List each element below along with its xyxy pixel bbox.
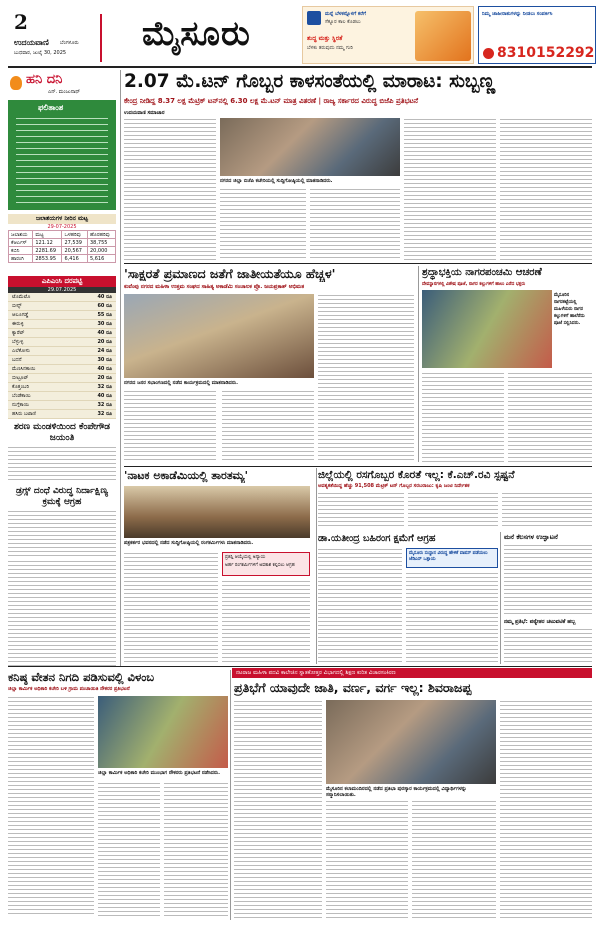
table-row: ಕಬಿನಿ 2281.69 20,567 20,000: [9, 247, 116, 255]
story-minimum-wage: ಕನಿಷ್ಠ ವೇತನ ನಿಗದಿ ಪಡಿಸುವಲ್ಲಿ ವಿಳಂಬ ಜಿಲ್ಲಾ ಕಾರ್ಮಿಕ ಅಧಿಕಾರಿ ಕಚೇರಿ ಬಳಿ ಗ್ರಾಮ ಪಂಚಾಯಿತಿ ನೌಕರರ ಪ್ರತಿಭಟನೆ ಜಿಲ್ಲಾ ಕಾರ್ಮಿಕ ಅಧಿಕಾರಿ ಕಚೇರಿ ಮುಂಭಾಗ ನೌಕರರು ಪ್ರತಿಭಟನೆ ನಡೆಸಿದರು.: [8, 670, 228, 920]
price-row: ಕ್ಯಾರೆಟ್ 40 ರೂ: [8, 329, 116, 338]
price-row: ಬೀಟ್ರೂಟ್ 20 ರೂ: [8, 374, 116, 383]
nataka-highlight-box: ಪ್ರಶಸ್ತಿ ಆಯ್ಕೆಯಲ್ಲಿ ಅನ್ಯಾಯ ಅರ್ಹ ರಂಗಕರ್ಮಿಗಳಿಗೆ ಅವಕಾಶ ಕಲ್ಪಿಸಲು ಆಗ್ರಹ: [222, 552, 310, 576]
story-nataka: 'ನಾಟಕ ಅಕಾಡೆಮಿಯಲ್ಲಿ ತಾರತಮ್ಯ' ಪತ್ರಕರ್ತರ ಭವನದಲ್ಲಿ ನಡೆದ ಸುದ್ದಿಗೋಷ್ಠಿಯಲ್ಲಿ ರಂಗಕರ್ಮಿಗಳು ಮಾತನಾಡಿದರು. ಪ್ರಶಸ್ತಿ ಆಯ್ಕೆಯಲ್ಲಿ ಅನ್ಯಾಯ ಅರ್ಹ ರಂಗಕರ್ಮಿಗಳಿಗೆ ಅವಕಾಶ ಕಲ್ಪಿಸಲು ಆಗ್ರಹ: [124, 468, 314, 664]
price-row: ಕೊತ್ತಂಬರಿ 32 ರೂ: [8, 383, 116, 392]
story-fertilizer: ಜಿಲ್ಲೆಯಲ್ಲಿ ರಸಗೊಬ್ಬರ ಕೊರತೆ ಇಲ್ಲ: ಕೆ.ಎಚ್.ರವಿ ಸ್ಪಷ್ಟನೆ ಅವಶ್ಯಕತೆಯಿದ್ದ ಹೆಚ್ಚು 91,508 ಮೆಟ್ರಿಕ್ ಟನ್ ಗೊಬ್ಬರ ಸರಬರಾಜು: ಕೃಷಿ ಜಂಟಿ ನಿರ್ದೇಶಕ: [318, 468, 592, 528]
lead-photo: [220, 118, 400, 176]
nagarapanchami-photo: [422, 290, 552, 368]
price-row: ಟೊಮೆಟೊ 40 ರೂ: [8, 293, 116, 302]
page-number: 2: [14, 10, 28, 34]
price-row: ಎಲೆಕೋಸು 24 ರೂ: [8, 347, 116, 356]
issue-date: ಬುಧವಾರ, ಜುಲೈ 30, 2025: [14, 50, 67, 56]
story-drugs: ಡ್ರಗ್ಸ್ ದಂಧೆ ವಿರುದ್ಧ ನಿರ್ದಾಕ್ಷಿಣ್ಯ ಕ್ರಮಕ್ಕೆ ಆಗ್ರಹ: [8, 486, 116, 560]
price-row: ಮೆಣಸಿನಕಾಯಿ 40 ರೂ: [8, 365, 116, 374]
story-nagarapanchami: ಶ್ರದ್ಧಾಭಕ್ತಿಯ ನಾಗರಪಂಚಮಿ ಆಚರಣೆ ದೇವಸ್ಥಾನಗಳಲ್ಲಿ ವಿಶೇಷ ಪೂಜೆ, ನಾಗರ ಕಲ್ಲುಗಳಿಗೆ ಹಾಲು ಎರೆದ ಭಕ್ತರು ಮೈಸೂರಿನ ನಾಗರಕಟ್ಟೆಯಲ್ಲಿ ಮಹಿಳೆಯರು ನಾಗರ ಕಲ್ಲುಗಳಿಗೆ ಹಾಲೆರೆದು ಪೂಜೆ ಸಲ್ಲಿಸಿದರು.: [422, 266, 592, 464]
apmc-price-list: ಎಪಿಎಂಸಿ ದರಪಟ್ಟಿ 29.07.2025 ಟೊಮೆಟೊ 40 ರೂ ಬೀನ್ಸ್ 60 ರೂ ಆಲೂಗಡ್ಡೆ 55 ರೂ ಈರುಳ್ಳಿ 30 ರೂ ಕ್ಯಾರೆಟ್ 40 ರೂ ಬೆಳ್ಳುಳ್ಳಿ 20 ರೂ ಎಲೆಕೋಸು 24 ರೂ ಬದನೆ 30 ರೂ ಮೆಣಸಿನಕಾಯಿ 40 ರೂ ಬೀಟ್ರೂಟ್ 20 ರೂ ಕೊತ್ತಂಬರಿ 32 ರೂ ಬೆಂಡೆಕಾಯಿ 40 ರೂ ನುಗ್ಗೆಕಾಯಿ 32 ರೂ ಹಸಿರು ಬಟಾಣಿ 32 ರೂ: [8, 276, 116, 418]
lead-subhead: ಕೇಂದ್ರ ನೀಡಿದ್ದ 8.37 ಲಕ್ಷ ಮೆಟ್ರಿಕ್ ಟನ್‌ನಲ್ಲಿ 6.30 ಲಕ್ಷ ಮೆ.ಟನ್ ಮಾತ್ರ ವಿತರಣೆ | ರಾಜ್ಯ ಸರ್ಕಾರದ ವಿರುದ್ಧ ಬಿಜೆಪಿ ಪ್ರತಿಭಟನೆ: [124, 97, 419, 105]
story-talent: ಪ್ರತಿಭೆಗೆ ಯಾವುದೇ ಜಾತಿ, ವರ್ಣ, ವರ್ಗ ಇಲ್ಲ: ಶಿವರಾಜಪ್ಪ ಮೈಸೂರಿನ ಕಲಾಮಂದಿರದಲ್ಲಿ ನಡೆದ ಪ್ರತಿಭಾ ಪುರಸ್ಕಾರ ಕಾರ್ಯಕ್ರಮದಲ್ಲಿ ವಿದ್ಯಾರ್ಥಿಗಳನ್ನು ಸನ್ಮಾನಿಸಲಾಯಿತು.: [234, 680, 592, 920]
contact-advertisement: ನಿಮ್ಮ ಜಾಹೀರಾತುಗಳನ್ನು ನೀಡಲು ಸಂಪರ್ಕಿಸಿ 8310152292: [478, 6, 596, 64]
price-row: ಈರುಳ್ಳಿ 30 ರೂ: [8, 320, 116, 329]
table-row: ಕೆಆರ್ಎಸ್ 121.12 27,539 38,755: [9, 239, 116, 247]
wage-protest-photo: [98, 696, 228, 768]
left-column: [8, 70, 116, 560]
edition: ಬೆಂಗಳೂರು: [60, 40, 79, 46]
registration-marks: [280, 920, 340, 926]
reservoir-table: ಜಲಾಶಯಗಳ ನೀರಿನ ಮಟ್ಟ 29-07-2025 ಜಲಾಶಯ ಮಟ್ಟ ಒಳಹರಿವು ಹೊರಹರಿವು ಕೆಆರ್ಎಸ್ 121.12 27,539 38,755 ಕಬಿನಿ 2281.69 20,567 20,000 ಹಾರಂಗಿ 2853.95 6,416 5,616: [8, 214, 116, 272]
flame-icon: [10, 76, 22, 90]
ad-phone-number: 8310152292: [497, 45, 595, 61]
nataka-photo: [124, 486, 310, 538]
price-row: ಬೆಳ್ಳುಳ್ಳಿ 20 ರೂ: [8, 338, 116, 347]
lead-story: 2.07 ಮೆ.ಟನ್ ಗೊಬ್ಬರ ಕಾಳಸಂತೆಯಲ್ಲಿ ಮಾರಾಟ: ಸುಬ್ಬಣ್ಣ ಕೇಂದ್ರ ನೀಡಿದ್ದ 8.37 ಲಕ್ಷ ಮೆಟ್ರಿಕ್ ಟನ್‌ನಲ್ಲಿ 6.30 ಲಕ್ಷ ಮೆ.ಟನ್ ಮಾತ್ರ ವಿತರಣೆ | ರಾಜ್ಯ ಸರ್ಕಾರದ ವಿರುದ್ಧ ಬಿಜೆಪಿ ಪ್ರತಿಭಟನೆ ಉದಯವಾಣಿ ಸಮಾಚಾರ ನಗರದ ಜಿಲ್ಲಾ ಬಿಜೆಪಿ ಕಚೇರಿಯಲ್ಲಿ ಸುದ್ದಿಗೋಷ್ಠಿಯಲ್ಲಿ ಮಾತನಾಡಿದರು.: [124, 70, 592, 262]
apology-highlight-box: ಮೈಸೂರು ಸಂಸ್ಥಾನ ವಿರುದ್ಧ ಹೇಳಿಕೆ ವಾಪಸ್ ಪಡೆಯಲು ಜೆಡಿಎಸ್ ಒತ್ತಾಯ: [406, 548, 498, 568]
horoscope-brand: ಹನಿ ದನಿ: [26, 72, 63, 87]
lead-headline: 2.07 ಮೆ.ಟನ್ ಗೊಬ್ಬರ ಕಾಳಸಂತೆಯಲ್ಲಿ ಮಾರಾಟ: ಸುಬ್ಬಣ್ಣ: [124, 71, 496, 92]
bottom-strip: ನಟರಾಜ ಮಹಿಳಾ ಪದವಿ ಕಾಲೇಜಿನ ಸ್ನಾತಕೋತ್ತರ ವಿಭಾಗದಲ್ಲಿ ಶಿಕ್ಷಣ ಕುರಿತ ವಿಚಾರಸಂಕಿರಣ: [232, 668, 592, 678]
horoscope-box: ಫಲಿತಾಂಶ: [8, 100, 116, 210]
middle-advertisement: ಮನ್ನೆ ಬೆಳಕನ್ನೊಳಗೆ ಕರೆಗೆ ಸೆಕ್ಯೂರ ಕಾಲ ಕೊಡಲು ಶುದ್ಧ ಮತ್ತು ಸ್ಥಿರತೆ ಬೆಳಕು ತರುವುದು ನಮ್ಮ ಗುರಿ: [302, 6, 474, 64]
paper-name: ಉದಯವಾಣಿ: [14, 38, 49, 47]
masthead: [0, 0, 600, 66]
horoscope-header: ಹನಿ ದನಿ ಎನ್. ಮಂಜುನಾಥ್: [8, 70, 116, 98]
price-row: ಬೀನ್ಸ್ 60 ರೂ: [8, 302, 116, 311]
story-apology: ಡಾ.ಯತೀಂದ್ರ ಬಹಿರಂಗ ಕ್ಷಮೆಗೆ ಆಗ್ರಹ ಮೈಸೂರು ಸಂಸ್ಥಾನ ವಿರುದ್ಧ ಹೇಳಿಕೆ ವಾಪಸ್ ಪಡೆಯಲು ಜೆಡಿಎಸ್ ಒತ್ತಾಯ: [318, 532, 498, 664]
price-rows: [8, 293, 116, 419]
reservoir-header-row: ಜಲಾಶಯ ಮಟ್ಟ ಒಳಹರಿವು ಹೊರಹರಿವು: [9, 231, 116, 239]
literacy-photo: [124, 294, 314, 378]
story-home-work: ಮನೆ ಕೆಲಸಗಳ ಉದ್ಘಾಟನೆ ನಮ್ಮ ಪ್ರತಿಭೆ: ಪಠ್ಯೇತರ ಚಟುವಟಿಕೆ ಹಬ್ಬ: [504, 532, 592, 664]
story-kempegowda: ಶರಣ ಮಂಡಳಿಯಿಂದ ಕೆಂಪೇಗೌಡ ಜಯಂತಿ: [8, 422, 116, 482]
price-row: ಬೆಂಡೆಕಾಯಿ 40 ರೂ: [8, 392, 116, 401]
story-literacy: 'ಸಾಕ್ಷರತೆ ಪ್ರಮಾಣದ ಜತೆಗೆ ಜಾತೀಯತೆಯೂ ಹೆಚ್ಚಳ' ಕುವೆಂಪು ನಗರದ ಮಹಿಳಾ ಉತ್ತಮ ಸಂಘದ ಸಾಹಿತ್ಯ ಅಕಾಡೆಮಿ ಸಂಚಾಲಕ ಪ್ರೊ. ಜಯಪ್ರಕಾಶ್ ಅಭಿಮತ ನಗರದ ಜನರ ಸಭಾಂಗಣದಲ್ಲಿ ನಡೆದ ಕಾರ್ಯಕ್ರಮದಲ್ಲಿ ಮಾತನಾಡಿದರು.: [124, 266, 414, 464]
price-row: ಬದನೆ 30 ರೂ: [8, 356, 116, 365]
price-row: ನುಗ್ಗೆಕಾಯಿ 32 ರೂ: [8, 401, 116, 410]
talent-photo: [326, 700, 496, 784]
table-row: ಹಾರಂಗಿ 2853.95 6,416 5,616: [9, 255, 116, 263]
price-row: ಹಸಿರು ಬಟಾಣಿ 32 ರೂ: [8, 410, 116, 419]
price-row: ಆಲೂಗಡ್ಡೆ 55 ರೂ: [8, 311, 116, 320]
section-title: ಮೈಸೂರು: [142, 14, 251, 54]
